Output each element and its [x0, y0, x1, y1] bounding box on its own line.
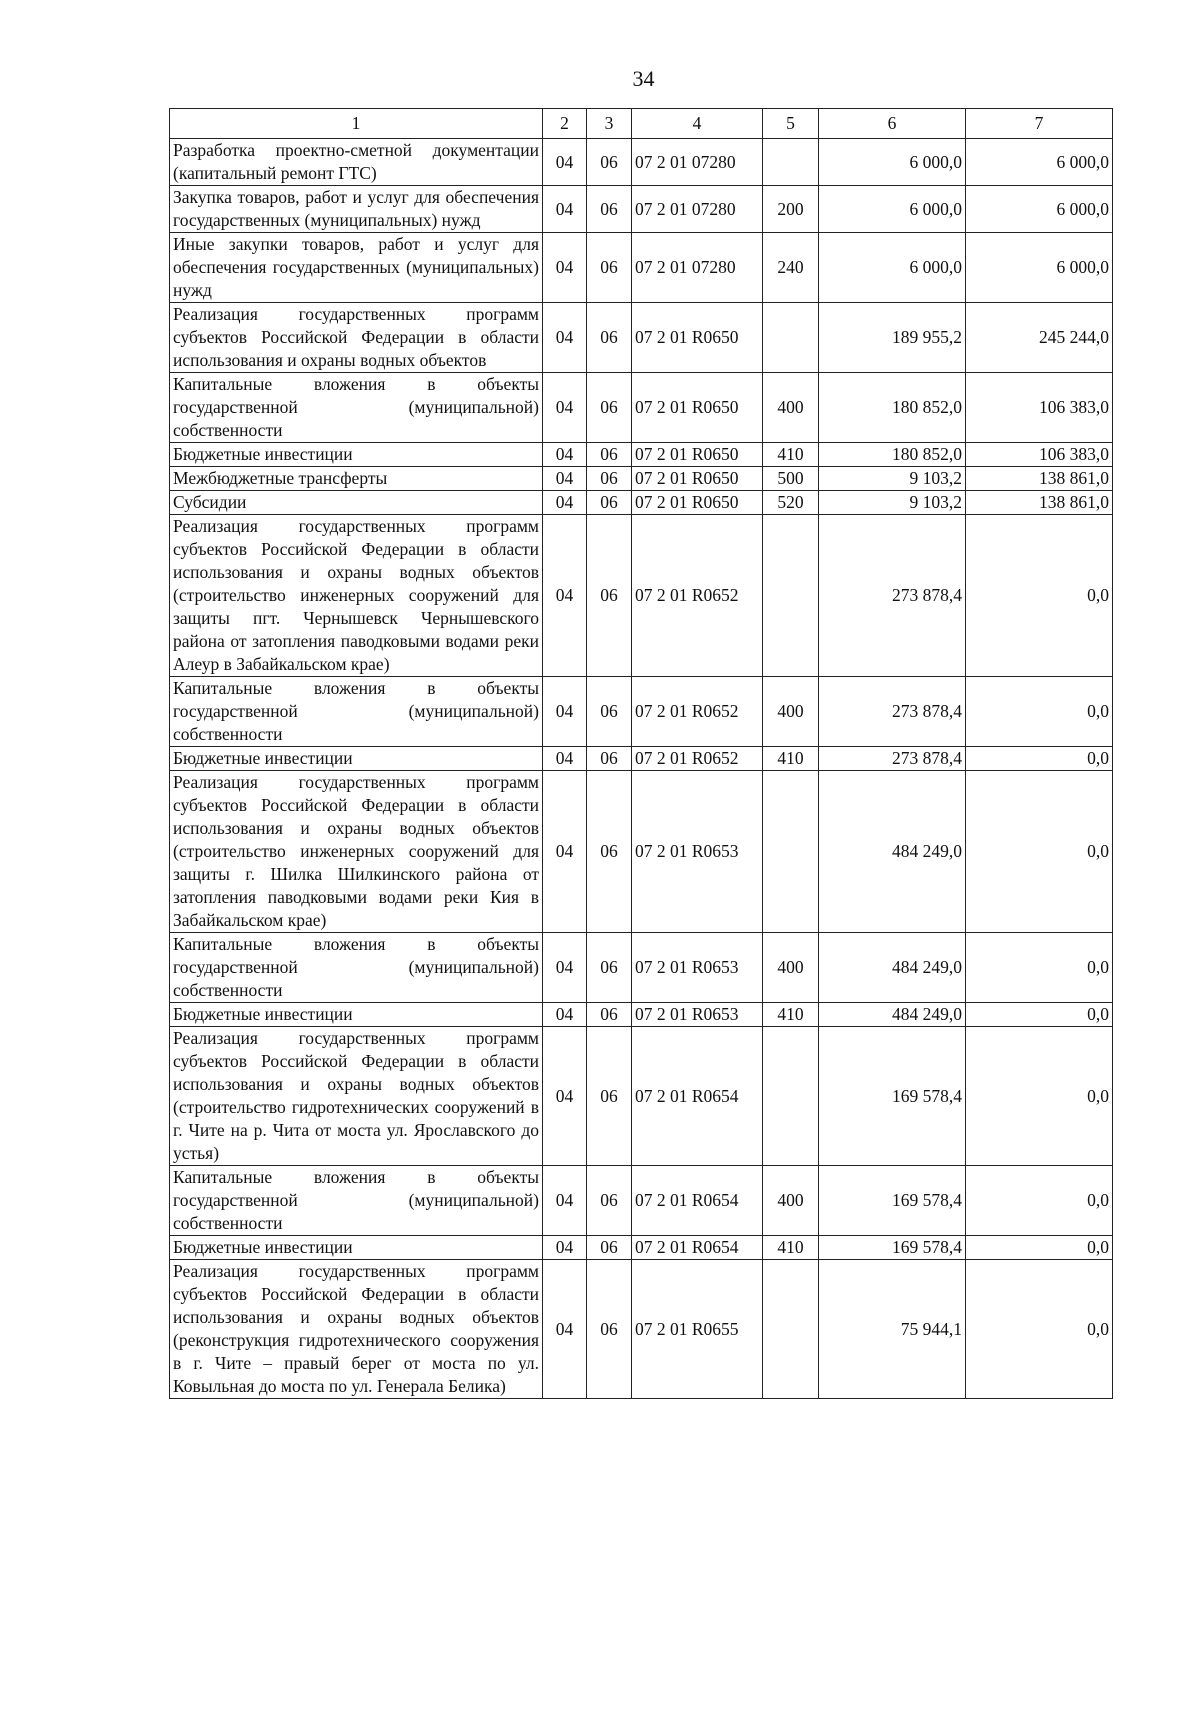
- row-subsection-code: 06: [587, 491, 632, 515]
- row-amount-col6: 6 000,0: [819, 233, 966, 303]
- row-amount-col6: 6 000,0: [819, 186, 966, 233]
- row-target-article: 07 2 01 R0650: [632, 467, 763, 491]
- row-target-article: 07 2 01 R0654: [632, 1236, 763, 1260]
- row-expense-type: [763, 1027, 819, 1166]
- row-expense-type: 400: [763, 933, 819, 1003]
- row-amount-col7: 0,0: [966, 933, 1113, 1003]
- row-target-article: 07 2 01 R0653: [632, 771, 763, 933]
- row-amount-col7: 0,0: [966, 1166, 1113, 1236]
- row-amount-col7: 0,0: [966, 1236, 1113, 1260]
- table-row: [170, 771, 1113, 933]
- row-subsection-code: 06: [587, 515, 632, 677]
- row-expense-type: [763, 303, 819, 373]
- row-subsection-code: 06: [587, 1027, 632, 1166]
- row-description: Капитальные вложения в объекты государственной (муниципальной) собственности: [170, 1166, 543, 1236]
- row-subsection-code: 06: [587, 443, 632, 467]
- table-row: [170, 467, 1113, 491]
- table-row: [170, 233, 1113, 303]
- row-amount-col7: 0,0: [966, 1260, 1113, 1399]
- row-target-article: 07 2 01 R0652: [632, 515, 763, 677]
- row-amount-col6: 189 955,2: [819, 303, 966, 373]
- row-description: Закупка товаров, работ и услуг для обеспечения государственных (муниципальных) нужд: [170, 186, 543, 233]
- table-header: [170, 109, 1113, 139]
- row-expense-type: [763, 771, 819, 933]
- row-expense-type: 520: [763, 491, 819, 515]
- row-amount-col6: 484 249,0: [819, 933, 966, 1003]
- table-row: [170, 933, 1113, 1003]
- table-row: [170, 1027, 1113, 1166]
- row-target-article: 07 2 01 R0652: [632, 747, 763, 771]
- row-amount-col6: 75 944,1: [819, 1260, 966, 1399]
- row-section-code: 04: [543, 139, 587, 186]
- row-subsection-code: 06: [587, 1260, 632, 1399]
- row-amount-col6: 180 852,0: [819, 373, 966, 443]
- row-amount-col6: 273 878,4: [819, 747, 966, 771]
- row-target-article: 07 2 01 R0653: [632, 1003, 763, 1027]
- row-expense-type: [763, 139, 819, 186]
- table-row: [170, 303, 1113, 373]
- row-amount-col6: 6 000,0: [819, 139, 966, 186]
- row-subsection-code: 06: [587, 186, 632, 233]
- header-cell-4: 4: [632, 109, 763, 139]
- row-description: Реализация государственных программ субъектов Российской Федерации в области использования и охраны водных объектов (строительство инженерных сооружений для защиты пгт. Чернышевск Чернышевского района от затопления паводковыми водами реки Алеур в Забайкальском крае): [170, 515, 543, 677]
- row-target-article: 07 2 01 R0650: [632, 491, 763, 515]
- row-amount-col7: 0,0: [966, 1027, 1113, 1166]
- row-section-code: 04: [543, 747, 587, 771]
- row-amount-col7: 106 383,0: [966, 443, 1113, 467]
- row-description: Межбюджетные трансферты: [170, 467, 543, 491]
- row-subsection-code: 06: [587, 747, 632, 771]
- table-row: [170, 1260, 1113, 1399]
- row-target-article: 07 2 01 07280: [632, 139, 763, 186]
- row-section-code: 04: [543, 1236, 587, 1260]
- table-row: [170, 1236, 1113, 1260]
- row-description: Бюджетные инвестиции: [170, 1236, 543, 1260]
- row-target-article: 07 2 01 R0650: [632, 443, 763, 467]
- table-row: [170, 1166, 1113, 1236]
- row-amount-col6: 484 249,0: [819, 771, 966, 933]
- row-subsection-code: 06: [587, 233, 632, 303]
- row-amount-col6: 169 578,4: [819, 1027, 966, 1166]
- row-amount-col7: 0,0: [966, 1003, 1113, 1027]
- row-section-code: 04: [543, 677, 587, 747]
- row-expense-type: [763, 1260, 819, 1399]
- row-amount-col7: 0,0: [966, 771, 1113, 933]
- row-description: Капитальные вложения в объекты государственной (муниципальной) собственности: [170, 933, 543, 1003]
- table-row: [170, 515, 1113, 677]
- row-amount-col6: 484 249,0: [819, 1003, 966, 1027]
- row-subsection-code: 06: [587, 1003, 632, 1027]
- row-target-article: 07 2 01 R0650: [632, 303, 763, 373]
- table-body: [170, 139, 1113, 1399]
- row-expense-type: 410: [763, 1003, 819, 1027]
- row-expense-type: 410: [763, 1236, 819, 1260]
- row-subsection-code: 06: [587, 1166, 632, 1236]
- row-amount-col7: 6 000,0: [966, 139, 1113, 186]
- row-expense-type: 410: [763, 747, 819, 771]
- row-description: Капитальные вложения в объекты государственной (муниципальной) собственности: [170, 373, 543, 443]
- header-row: [170, 109, 1113, 139]
- row-amount-col6: 169 578,4: [819, 1236, 966, 1260]
- row-amount-col7: 0,0: [966, 747, 1113, 771]
- header-cell-1: 1: [170, 109, 543, 139]
- row-description: Реализация государственных программ субъектов Российской Федерации в области использования и охраны водных объектов: [170, 303, 543, 373]
- row-section-code: 04: [543, 186, 587, 233]
- row-section-code: 04: [543, 233, 587, 303]
- row-description: Реализация государственных программ субъектов Российской Федерации в области использования и охраны водных объектов (строительство гидротехнических сооружений в г. Чите на р. Чита от моста ул. Ярославского до устья): [170, 1027, 543, 1166]
- row-subsection-code: 06: [587, 303, 632, 373]
- row-expense-type: 400: [763, 373, 819, 443]
- row-description: Разработка проектно-сметной документации (капитальный ремонт ГТС): [170, 139, 543, 186]
- row-amount-col6: 273 878,4: [819, 677, 966, 747]
- row-subsection-code: 06: [587, 467, 632, 491]
- row-amount-col7: 6 000,0: [966, 233, 1113, 303]
- budget-table: [169, 108, 1113, 1399]
- row-amount-col7: 138 861,0: [966, 491, 1113, 515]
- row-expense-type: 240: [763, 233, 819, 303]
- row-section-code: 04: [543, 1027, 587, 1166]
- row-description: Реализация государственных программ субъектов Российской Федерации в области использования и охраны водных объектов (строительство инженерных сооружений для защиты г. Шилка Шилкинского района от затопления паводковыми водами реки Кия в Забайкальском крае): [170, 771, 543, 933]
- row-description: Бюджетные инвестиции: [170, 747, 543, 771]
- row-description: Бюджетные инвестиции: [170, 443, 543, 467]
- row-section-code: 04: [543, 491, 587, 515]
- table-row: [170, 677, 1113, 747]
- header-cell-6: 6: [819, 109, 966, 139]
- table-row: [170, 491, 1113, 515]
- row-amount-col6: 9 103,2: [819, 467, 966, 491]
- row-expense-type: 500: [763, 467, 819, 491]
- row-amount-col7: 0,0: [966, 677, 1113, 747]
- row-amount-col7: 0,0: [966, 515, 1113, 677]
- row-section-code: 04: [543, 771, 587, 933]
- row-section-code: 04: [543, 1166, 587, 1236]
- row-amount-col7: 6 000,0: [966, 186, 1113, 233]
- row-amount-col6: 169 578,4: [819, 1166, 966, 1236]
- row-description: Реализация государственных программ субъектов Российской Федерации в области использования и охраны водных объектов (реконструкция гидротехнического сооружения в г. Чите – правый берег от моста по ул. Ковыльная до моста по ул. Генерала Белика): [170, 1260, 543, 1399]
- row-expense-type: 410: [763, 443, 819, 467]
- row-section-code: 04: [543, 1003, 587, 1027]
- row-description: Иные закупки товаров, работ и услуг для обеспечения государственных (муниципальных) нужд: [170, 233, 543, 303]
- table-row: [170, 1003, 1113, 1027]
- row-subsection-code: 06: [587, 677, 632, 747]
- row-description: Субсидии: [170, 491, 543, 515]
- row-target-article: 07 2 01 07280: [632, 233, 763, 303]
- table-row: [170, 747, 1113, 771]
- row-section-code: 04: [543, 933, 587, 1003]
- row-section-code: 04: [543, 1260, 587, 1399]
- header-cell-3: 3: [587, 109, 632, 139]
- row-target-article: 07 2 01 R0652: [632, 677, 763, 747]
- row-expense-type: 200: [763, 186, 819, 233]
- row-subsection-code: 06: [587, 933, 632, 1003]
- header-cell-2: 2: [543, 109, 587, 139]
- row-amount-col6: 180 852,0: [819, 443, 966, 467]
- row-amount-col6: 9 103,2: [819, 491, 966, 515]
- row-amount-col7: 106 383,0: [966, 373, 1113, 443]
- table-row: [170, 443, 1113, 467]
- row-description: Капитальные вложения в объекты государственной (муниципальной) собственности: [170, 677, 543, 747]
- row-target-article: 07 2 01 07280: [632, 186, 763, 233]
- table-row: [170, 373, 1113, 443]
- row-description: Бюджетные инвестиции: [170, 1003, 543, 1027]
- row-expense-type: [763, 515, 819, 677]
- row-target-article: 07 2 01 R0654: [632, 1166, 763, 1236]
- row-target-article: 07 2 01 R0655: [632, 1260, 763, 1399]
- row-amount-col7: 245 244,0: [966, 303, 1113, 373]
- row-target-article: 07 2 01 R0654: [632, 1027, 763, 1166]
- row-section-code: 04: [543, 467, 587, 491]
- row-section-code: 04: [543, 443, 587, 467]
- header-cell-5: 5: [763, 109, 819, 139]
- row-subsection-code: 06: [587, 139, 632, 186]
- row-amount-col7: 138 861,0: [966, 467, 1113, 491]
- row-expense-type: 400: [763, 677, 819, 747]
- row-section-code: 04: [543, 303, 587, 373]
- row-target-article: 07 2 01 R0650: [632, 373, 763, 443]
- row-expense-type: 400: [763, 1166, 819, 1236]
- row-section-code: 04: [543, 373, 587, 443]
- header-cell-7: 7: [966, 109, 1113, 139]
- page-number: 34: [632, 66, 655, 91]
- row-amount-col6: 273 878,4: [819, 515, 966, 677]
- row-section-code: 04: [543, 515, 587, 677]
- row-subsection-code: 06: [587, 373, 632, 443]
- row-subsection-code: 06: [587, 1236, 632, 1260]
- table-row: [170, 186, 1113, 233]
- row-target-article: 07 2 01 R0653: [632, 933, 763, 1003]
- row-subsection-code: 06: [587, 771, 632, 933]
- table-row: [170, 139, 1113, 186]
